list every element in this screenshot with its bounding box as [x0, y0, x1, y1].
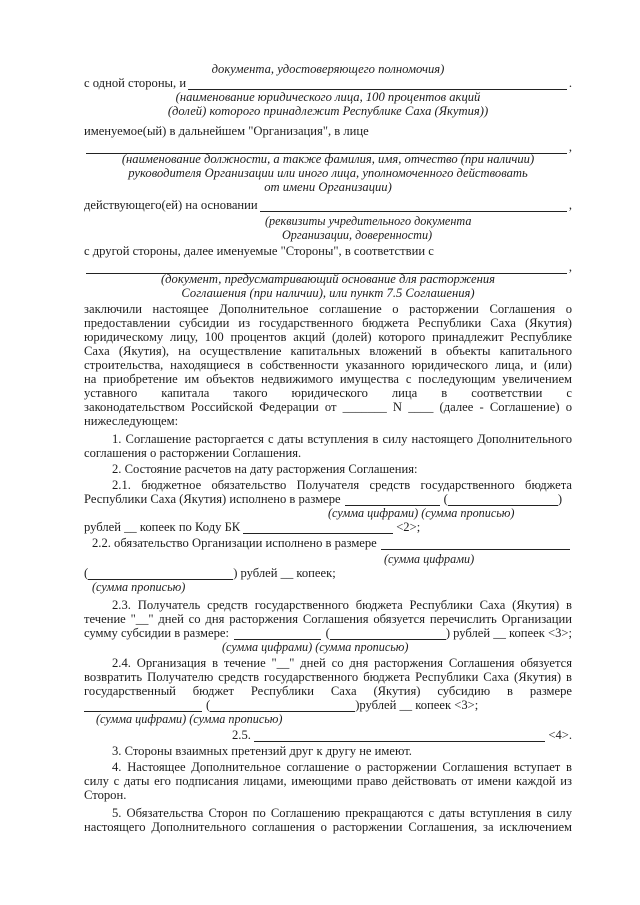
position-caption-3: от имени Организации) — [264, 180, 392, 194]
organization-name-blank — [188, 78, 567, 90]
clause-2-4-amount-line: ( )рублей __ копеек <3>; — [84, 698, 572, 712]
clause-3-text: 3. Стороны взаимных претензий друг к другу не имеют. — [112, 744, 412, 758]
other-side-line: с другой стороны, далее именуемые "Стороны", в соответствии с — [84, 244, 434, 258]
clause-2-3-amount-line: сумму субсидии в размере: ( ) рублей __ копеек <3>; — [84, 626, 572, 640]
agreement-text-5: строительства, находящиеся в собственности указанного юридического лица, и (или) — [84, 358, 572, 372]
agreement-text-7: уставного капитала такого юридического лица в соответствии с — [84, 386, 572, 400]
founding-doc-caption-1: (реквизиты учредительного документа — [265, 214, 472, 228]
clause-2-2-words-line: ( ) рублей __ копеек; — [84, 566, 336, 580]
position-caption-1: (наименование должности, а также фамилия, имя, отчество (при наличии) — [121, 152, 535, 166]
footnote-2: <2>; — [396, 520, 421, 534]
termination-basis-caption-1: (документ, предусматривающий основание для расторжения — [160, 272, 496, 286]
one-side-text: с одной стороны, и — [84, 76, 187, 90]
sum-captions-2-1: (сумма цифрами) (сумма прописью) — [328, 506, 515, 520]
clause-2-3-text-2: течение "__" дней со дня расторжения Соглашения обязуется перечислить Организации — [84, 612, 572, 626]
footnote-4: <4>. — [548, 728, 572, 742]
clause-1-text-2: соглашения о расторжении Соглашения. — [84, 446, 302, 460]
clause-4-text-2: силу с даты его подписания лицами, имеющими право действовать от имени каждой из — [84, 774, 572, 788]
subsidy-words-blank — [330, 629, 446, 640]
clause-1-text-1: 1. Соглашение расторгается с даты вступления в силу настоящего Дополнительного — [112, 432, 572, 446]
clause-2-2-text: 2.2. обязательство Организации исполнено в размере — [92, 536, 377, 550]
clause-2-5-line — [232, 728, 572, 742]
clause-2-2-line — [92, 536, 572, 550]
org-sum-words-blank — [88, 569, 233, 580]
sum-captions-2-3: (сумма цифрами) (сумма прописью) — [222, 640, 409, 654]
clause-4-text-3: Сторон. — [84, 788, 127, 802]
kbk-blank — [243, 523, 393, 534]
one-side-line: с одной стороны, и . — [84, 76, 572, 90]
sum-digits-caption-2-2: (сумма цифрами) — [384, 552, 475, 566]
clause-2-heading: 2. Состояние расчетов на дату расторжения Соглашения: — [112, 462, 418, 476]
subsidy-digits-blank — [234, 629, 321, 640]
agreement-text-2: предоставлении субсидии из государственного бюджета Республики Саха (Якутия) — [84, 316, 572, 330]
position-caption-2: руководителя Организации или иного лица, уполномоченного действовать — [128, 166, 528, 180]
agreement-text-3: юридическому лицу, 100 процентов акций (долей) которого принадлежит Республике — [84, 330, 572, 344]
sum-digits-blank — [345, 495, 440, 506]
termination-basis-caption-2: Соглашения (при наличии), или пункт 7.5 Соглашения) — [181, 286, 475, 300]
sum-words-blank — [448, 495, 558, 506]
clause-2-5-number: 2.5. — [232, 728, 251, 742]
clause-4-text-1: 4. Настоящее Дополнительное соглашение о расторжении Соглашения вступает в — [112, 760, 572, 774]
representative-blank-line: , — [84, 140, 572, 154]
clause-2-4-text-3: государственный бюджет Республики Саха (Якутия) субсидию в размере — [84, 684, 572, 698]
acting-basis-text: действующего(ей) на основании — [84, 198, 258, 212]
clause-2-5-blank — [254, 730, 545, 742]
agreement-text-1: заключили настоящее Дополнительное соглашение о расторжении Соглашения о — [84, 302, 572, 316]
subsidy-rubles-text: ) рублей __ копеек <3>; — [445, 626, 572, 640]
org-sum-digits-blank — [381, 538, 570, 550]
legal-entity-caption-2: (долей) которого принадлежит Республике Саха (Якутия)) — [167, 104, 489, 118]
clause-2-1-text-2: Республики Саха (Якутия) исполнено в размере — [84, 492, 341, 506]
agreement-text-9: нижеследующем: — [84, 414, 179, 428]
sum-words-caption-2-2: (сумма прописью) — [92, 580, 186, 594]
clause-2-4-text-2: возвратить Получателю средств государственного бюджета Республики Саха (Якутия) в — [84, 670, 572, 684]
return-digits-blank — [84, 701, 202, 712]
return-rubles-text: )рублей __ копеек <3>; — [355, 698, 479, 712]
return-words-blank — [210, 701, 355, 712]
clause-2-1-text-1: 2.1. бюджетное обязательство Получателя средств государственного бюджета — [112, 478, 572, 492]
rubles-kopecks-text: ) рублей __ копеек; — [233, 566, 336, 580]
agreement-text-6: на приобретение им объектов недвижимого имущества с последующим увеличением — [84, 372, 572, 386]
subsidy-sum-text: сумму субсидии в размере: — [84, 626, 229, 640]
clause-5-text-1: 5. Обязательства Сторон по Соглашению прекращаются с даты вступления в силу — [112, 806, 572, 820]
basis-doc-blank-line: , — [84, 260, 572, 274]
basis-blank — [260, 200, 567, 212]
acting-basis-line: действующего(ей) на основании , — [84, 198, 572, 212]
clause-5-text-2: настоящего Дополнительного соглашения о расторжении Соглашения, за исключением — [84, 820, 572, 834]
kbk-text: рублей __ копеек по Коду БК — [84, 520, 241, 534]
clause-2-1-amount-line: Республики Саха (Якутия) исполнено в размере ( ) — [84, 492, 563, 506]
legal-entity-caption-1: (наименование юридического лица, 100 процентов акций — [175, 90, 481, 104]
clause-2-4-text-1: 2.4. Организация в течение "__" дней со дня расторжения Соглашения обязуется — [112, 656, 572, 670]
founding-doc-caption-2: Организации, доверенности) — [282, 228, 433, 242]
sum-captions-2-4: (сумма цифрами) (сумма прописью) — [96, 712, 283, 726]
agreement-text-4: Саха (Якутия), на осуществление капитальных вложений в объекты капитального — [84, 344, 572, 358]
clause-2-3-text-1: 2.3. Получатель средств государственного бюджета Республики Саха (Якутия) в — [112, 598, 572, 612]
agreement-text-8: законодательством Российской Федерации от _______ N ____ (далее - Соглашение) о — [84, 400, 572, 414]
clause-2-1-kbk-line — [84, 520, 572, 534]
authority-doc-caption: документа, удостоверяющего полномочия) — [211, 62, 445, 76]
named-organization-line: именуемое(ый) в дальнейшем "Организация", в лице — [84, 124, 369, 138]
